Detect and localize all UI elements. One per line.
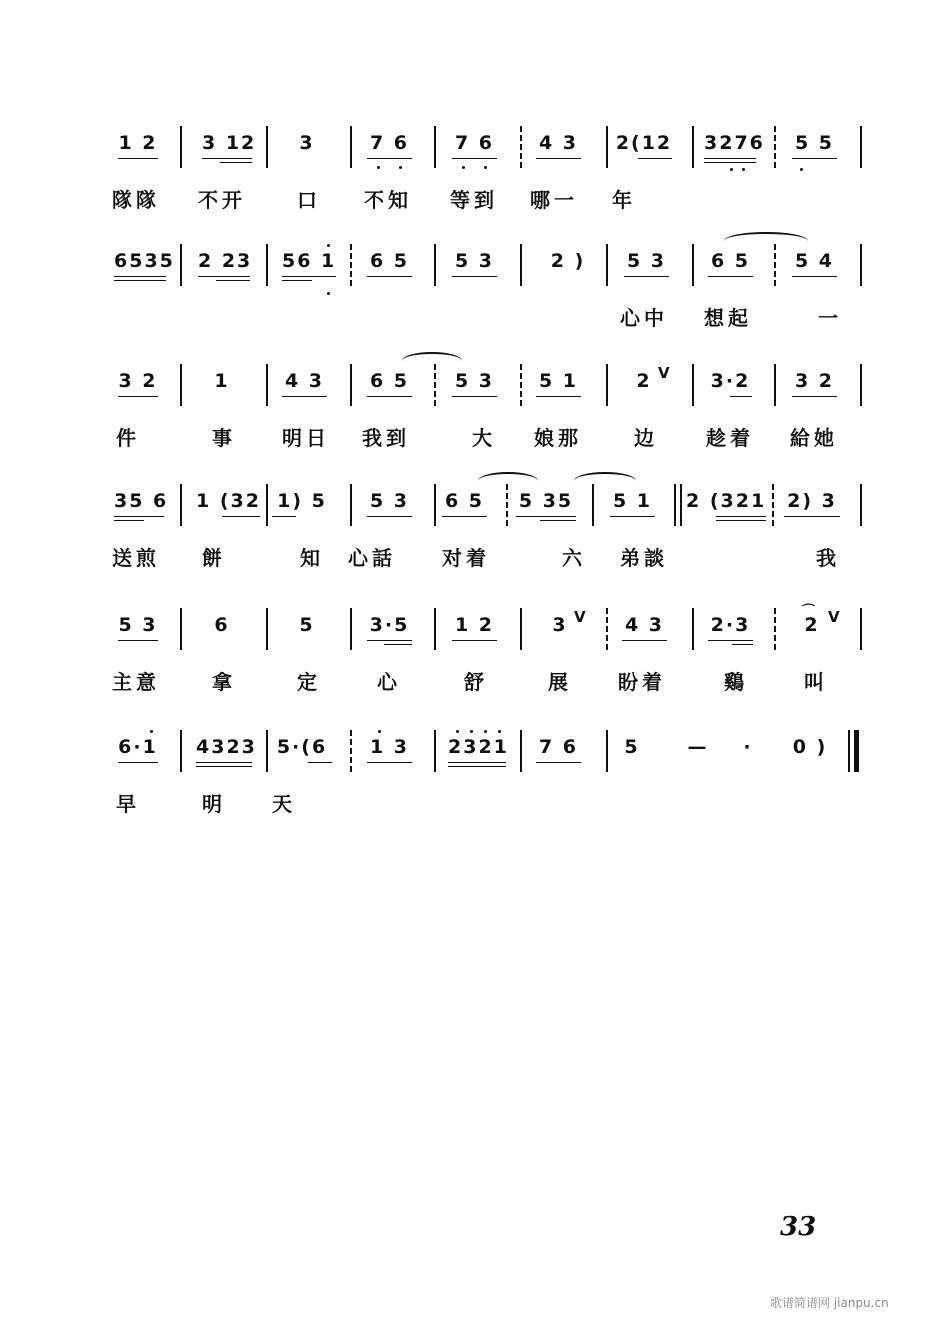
measure: 5 3 (454, 250, 495, 272)
bar-line (692, 608, 694, 650)
bar-line (506, 484, 508, 526)
lyric: 不知 (364, 188, 412, 212)
octave-dot (456, 730, 459, 733)
measure: 6 5 (710, 250, 751, 272)
notation-line (112, 480, 872, 540)
underline (367, 640, 412, 641)
measure: — (687, 736, 709, 758)
underline (452, 158, 497, 159)
measure: 6 5 (369, 250, 410, 272)
lyric: 盼着 (618, 670, 666, 694)
bar-line (860, 364, 862, 406)
measure: 1 3 (369, 736, 410, 758)
underline (367, 396, 412, 397)
underline (452, 396, 497, 397)
bar-line (434, 244, 436, 286)
underline (792, 396, 837, 397)
measure: 6·1 (118, 736, 158, 758)
notation-line (112, 240, 872, 300)
measure: 35 6 (114, 490, 169, 512)
underline (638, 158, 672, 159)
measure: 0 ) (792, 736, 828, 758)
bar-line (606, 244, 608, 286)
underline (708, 640, 753, 641)
lyric: 送煎 (112, 546, 160, 570)
bar-line (860, 484, 862, 526)
underline (220, 162, 252, 163)
underline (784, 516, 840, 517)
lyric: 天 (272, 792, 296, 816)
underline (732, 644, 753, 645)
underline (367, 762, 412, 763)
measure: 4 3 (624, 614, 665, 636)
bar-line (180, 244, 182, 286)
underline (704, 158, 756, 159)
measure: 5 (299, 614, 315, 636)
lyric: 明日 (282, 426, 330, 450)
measure: 3 (552, 614, 568, 636)
measure: 1 (32 (196, 490, 261, 512)
notation-line (112, 604, 872, 664)
bar-line (350, 364, 352, 406)
lyric: 娘那 (534, 426, 582, 450)
lyric: 給她 (790, 426, 838, 450)
underline (114, 520, 144, 521)
lyric: 六 (562, 546, 586, 570)
underline (114, 516, 164, 517)
underline (716, 520, 766, 521)
bar-line (774, 244, 776, 286)
bar-line (350, 730, 352, 772)
bar-line (266, 730, 268, 772)
bar-line (692, 364, 694, 406)
measure: 6 5 (444, 490, 485, 512)
measure: 1 2 (118, 132, 158, 154)
measure: 2 ) (550, 250, 586, 272)
lyric: 我到 (362, 426, 410, 450)
underline (536, 396, 581, 397)
underline (367, 516, 412, 517)
notation-line (112, 726, 872, 786)
bar-line (520, 126, 522, 168)
bar-line (692, 244, 694, 286)
lyric: 想起 (704, 306, 752, 330)
breath-mark: V (574, 608, 586, 626)
bar-line (434, 126, 436, 168)
score-system-3 (112, 360, 872, 470)
bar-line (606, 608, 608, 650)
lyric: 餅 (202, 546, 226, 570)
measure: 6 (214, 614, 230, 636)
octave-dot (378, 730, 381, 733)
underline (792, 158, 837, 159)
bar-line (520, 244, 522, 286)
bar-line (692, 126, 694, 168)
measure: 5 3 (118, 614, 158, 636)
bar-line (680, 484, 682, 526)
lyric: 鷄 (724, 670, 748, 694)
bar-line (606, 126, 608, 168)
notation-line (112, 122, 872, 182)
underline (708, 276, 753, 277)
lyrics-line (112, 542, 872, 574)
breath-mark: V (828, 608, 840, 626)
octave-dot (470, 730, 473, 733)
bar-line (860, 244, 862, 286)
measure: 5 3 (626, 250, 667, 272)
measure: 1 2 (454, 614, 495, 636)
underline (114, 280, 166, 281)
measure: 5·(6 (276, 736, 328, 758)
measure: 1 (214, 370, 230, 392)
measure: 3·5 (369, 614, 410, 636)
lyric: 心話 (348, 546, 396, 570)
measure: 7 6 (538, 736, 579, 758)
measure: 2 (804, 614, 820, 636)
measure: 5 (624, 736, 640, 758)
lyric: 边 (634, 426, 658, 450)
underline (118, 396, 158, 397)
lyrics-line (112, 422, 872, 454)
measure: 2 23 (198, 250, 253, 272)
lyric: 明 (202, 792, 226, 816)
underline (282, 276, 336, 277)
octave-dot (150, 730, 153, 733)
underline (118, 640, 158, 641)
underline (792, 276, 837, 277)
lyric: 一 (818, 306, 842, 330)
bar-line (350, 484, 352, 526)
bar-line (350, 608, 352, 650)
measure: 5 5 (794, 132, 835, 154)
underline (282, 280, 312, 281)
lyric: 不开 (198, 188, 246, 212)
bar-line (266, 608, 268, 650)
lyric: 舒 (464, 670, 488, 694)
lyrics-line (112, 666, 872, 698)
measure: 4323 (196, 736, 257, 758)
lyrics-line (112, 184, 872, 216)
page-number: 33 (780, 1212, 817, 1242)
measure: 4 3 (284, 370, 325, 392)
bar-line (774, 608, 776, 650)
octave-dot (399, 166, 402, 169)
measure: 3 2 (118, 370, 158, 392)
measure: 3·2 (710, 370, 751, 392)
notation-line (112, 360, 872, 420)
bar-line (520, 364, 522, 406)
lyric: 口 (297, 188, 321, 212)
bar-line (592, 484, 594, 526)
bar-line (434, 608, 436, 650)
underline (196, 762, 252, 763)
underline (384, 644, 412, 645)
bar-line (520, 608, 522, 650)
measure: · (743, 736, 753, 758)
measure: 2) 3 (787, 490, 837, 512)
bar-line (266, 364, 268, 406)
bar-line (860, 608, 862, 650)
measure: 7 6 (369, 132, 410, 154)
score-system-5 (112, 604, 872, 714)
bar-line (520, 730, 522, 772)
lyric: 拿 (212, 670, 236, 694)
measure: 3276 (704, 132, 765, 154)
watermark: 歌谱简谱网 jianpu.cn (770, 1296, 889, 1310)
measure: 2(12 (615, 132, 673, 154)
octave-dot (498, 730, 501, 733)
bar-line (606, 364, 608, 406)
bar-line (180, 364, 182, 406)
breath-mark: V (658, 364, 670, 382)
measure: 2321 (448, 736, 509, 758)
lyric: 对着 (442, 546, 490, 570)
lyric: 心中 (620, 306, 668, 330)
underline (367, 276, 412, 277)
underline (196, 766, 252, 767)
underline (114, 276, 166, 277)
bar-line (350, 244, 352, 286)
lyric: 主意 (112, 670, 160, 694)
bar-line (606, 730, 608, 772)
measure: 6535 (114, 250, 175, 272)
underline (624, 276, 669, 277)
octave-dot (484, 166, 487, 169)
bar-line (434, 730, 436, 772)
octave-dot (462, 166, 465, 169)
bar-line (180, 730, 182, 772)
underline (540, 520, 576, 521)
measure: 4 3 (538, 132, 579, 154)
measure: 6 5 (369, 370, 410, 392)
lyric: 早 (116, 792, 140, 816)
score-system-6 (112, 726, 872, 836)
underline (622, 640, 667, 641)
lyric: 心 (377, 670, 401, 694)
underline (610, 516, 655, 517)
lyric: 隊隊 (112, 188, 160, 212)
bar-line (350, 126, 352, 168)
underline (536, 158, 581, 159)
octave-dot (742, 168, 745, 171)
bar-line (772, 484, 774, 526)
lyric: 年 (612, 188, 636, 212)
measure: 5 3 (369, 490, 410, 512)
octave-dot (730, 168, 733, 171)
bar-line (266, 244, 268, 286)
underline (308, 762, 332, 763)
slur (402, 352, 462, 370)
measure: 2·3 (710, 614, 751, 636)
underline (516, 516, 576, 517)
octave-dot (327, 292, 330, 295)
bar-line (180, 608, 182, 650)
underline (536, 762, 581, 763)
octave-dot (327, 244, 330, 247)
underline (448, 766, 506, 767)
underline (448, 762, 506, 763)
measure: 5 35 (518, 490, 574, 512)
bar-line (266, 126, 268, 168)
bar-line (774, 126, 776, 168)
bar-line (860, 126, 862, 168)
measure: 5 1 (538, 370, 579, 392)
measure: 3 2 (794, 370, 835, 392)
measure: 3 12 (202, 132, 257, 154)
measure: 2 (321 (686, 490, 767, 512)
octave-dot (484, 730, 487, 733)
lyric: 定 (297, 670, 321, 694)
underline (452, 640, 497, 641)
lyric: 哪一 (530, 188, 578, 212)
lyrics-line (112, 788, 872, 820)
score-system-4 (112, 480, 872, 590)
lyric: 叫 (804, 670, 828, 694)
underline (202, 158, 252, 159)
underline (452, 276, 497, 277)
measure: 5 3 (454, 370, 495, 392)
lyric: 等到 (450, 188, 498, 212)
fermata-mark: ⌒ (802, 604, 816, 619)
underline (118, 762, 158, 763)
underline (222, 516, 260, 517)
measure: 3 (299, 132, 315, 154)
measure: 56 1 (282, 250, 337, 272)
slur (724, 232, 808, 250)
slur (574, 472, 636, 490)
underline (367, 158, 412, 159)
underline (216, 280, 250, 281)
bar-line (180, 126, 182, 168)
underline (118, 158, 158, 159)
bar-line (848, 730, 850, 772)
measure: 5 4 (794, 250, 835, 272)
underline (198, 276, 250, 277)
score-system-1 (112, 122, 872, 232)
bar-line (266, 484, 268, 526)
lyrics-line (112, 302, 872, 334)
lyric: 件 (116, 426, 140, 450)
score-system-2 (112, 240, 872, 350)
underline (716, 516, 766, 517)
measure: 1) 5 (277, 490, 327, 512)
underline (282, 396, 327, 397)
bar-line (774, 364, 776, 406)
lyric: 知 (300, 546, 324, 570)
measure: 2 (636, 370, 652, 392)
lyric: 趁着 (706, 426, 754, 450)
lyric: 展 (548, 670, 572, 694)
bar-line (434, 484, 436, 526)
underline (704, 162, 756, 163)
underline (730, 396, 752, 397)
lyric: 弟談 (620, 546, 668, 570)
octave-dot (800, 168, 803, 171)
bar-line (434, 364, 436, 406)
bar-line (674, 484, 676, 526)
lyric: 事 (212, 426, 236, 450)
underline (442, 516, 487, 517)
octave-dot (377, 166, 380, 169)
underline (272, 516, 296, 517)
lyric: 大 (472, 426, 496, 450)
final-bar-line (854, 730, 859, 772)
slur (478, 472, 538, 490)
bar-line (180, 484, 182, 526)
lyric: 我 (816, 546, 840, 570)
measure: 5 1 (612, 490, 653, 512)
measure: 7 6 (454, 132, 495, 154)
